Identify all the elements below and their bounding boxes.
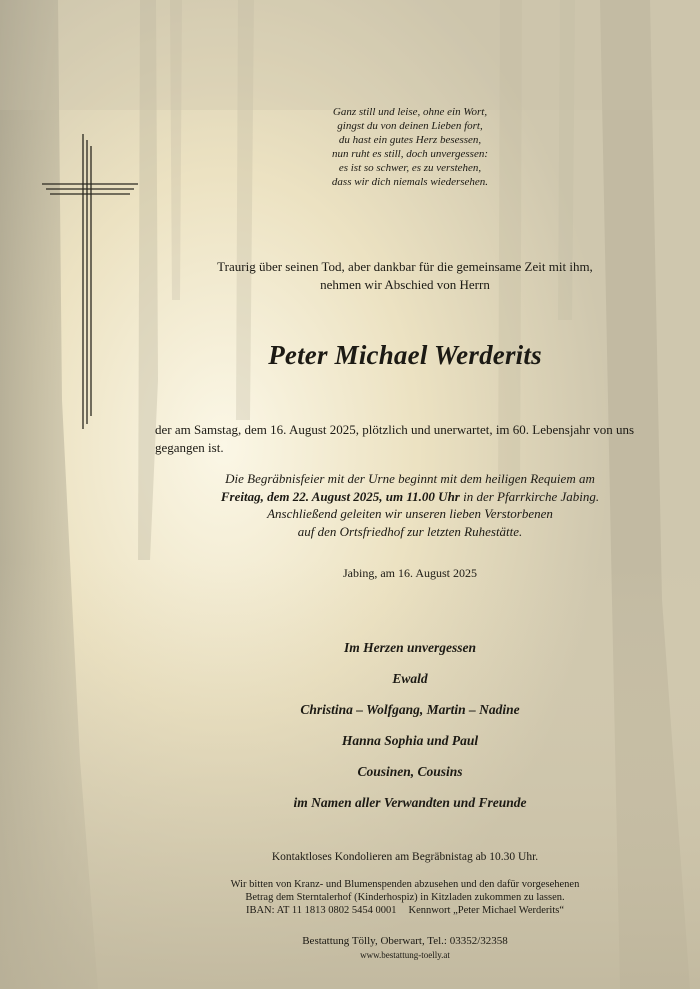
intro-text	[110, 258, 700, 294]
undertaker-website[interactable]: www.bestattung-toelly.at	[360, 950, 450, 960]
mourners-heading: Im Herzen unvergessen	[343, 640, 476, 655]
funeral-line: Anschließend geleiten wir unseren lieben Verstorbenen	[267, 506, 553, 521]
funeral-line: auf den Ortsfriedhof zur letzten Ruhestätte.	[297, 523, 523, 539]
mourner-line: Hanna Sophia und Paul	[341, 733, 479, 748]
poem-line: es ist so schwer, es zu verstehen,	[338, 161, 482, 174]
condolence-note: Kontaktloses Kondolieren am Begräbnistag ab 10.30 Uhr.	[271, 851, 539, 863]
poem-line: dass wir dich niemals wiedersehen.	[331, 175, 489, 188]
intro-line: nehmen wir Abschied von Herrn	[320, 277, 490, 292]
donation-line: Wir bitten von Kranz- und Blumenspenden abzusehen und den dafür vorgesehenen	[230, 879, 580, 890]
death-notice-line: der am Samstag, dem 16. August 2025, plötzlich und unerwartet, im 60. Lebensjahr von uns	[155, 422, 635, 437]
funeral-line: Die Begräbnisfeier mit der Urne beginnt mit dem heiligen Requiem am	[225, 471, 595, 486]
deceased-name: Peter Michael Werderits	[268, 340, 542, 370]
bank-details	[110, 905, 700, 918]
undertaker: Bestattung Tölly, Oberwart, Tel.: 03352/32358	[302, 935, 508, 947]
funeral-details	[120, 470, 700, 540]
funeral-date: Freitag, dem 22. August 2025, um 11.00 Uhr	[220, 488, 460, 504]
donation-info	[110, 879, 700, 917]
mourner-line: Ewald	[392, 671, 428, 686]
poem	[160, 106, 660, 189]
donation-keyword: Kennwort „Peter Michael Werderits“	[408, 904, 565, 916]
mourner-line: Christina – Wolfgang, Martin – Nadine	[300, 702, 520, 717]
iban: IBAN: AT 11 1813 0802 5454 0001	[245, 904, 397, 916]
death-notice	[155, 421, 660, 457]
mourner-line: im Namen aller Verwandten und Freunde	[293, 795, 527, 810]
poem-line: Ganz still und leise, ohne ein Wort,	[332, 106, 488, 118]
funeral-location: in der Pfarrkirche Jabing.	[459, 488, 600, 504]
poem-line: nun ruht es still, doch unvergessen:	[331, 147, 488, 160]
mourner-line: Cousinen, Cousins	[357, 764, 463, 779]
place-date: Jabing, am 16. August 2025	[343, 566, 477, 580]
mourners-list	[120, 639, 700, 825]
poem-line: gingst du von deinen Lieben fort,	[337, 119, 483, 132]
intro-line: Traurig über seinen Tod, aber dankbar für die gemeinsame Zeit mit ihm,	[217, 259, 593, 274]
donation-line: Betrag dem Sterntalerhof (Kinderhospiz) in Kitzladen zukommen zu lassen.	[245, 891, 565, 903]
death-notice-line: gegangen ist.	[155, 440, 224, 455]
funeral-line	[120, 488, 700, 506]
poem-line: du hast ein gutes Herz besessen,	[338, 133, 482, 146]
